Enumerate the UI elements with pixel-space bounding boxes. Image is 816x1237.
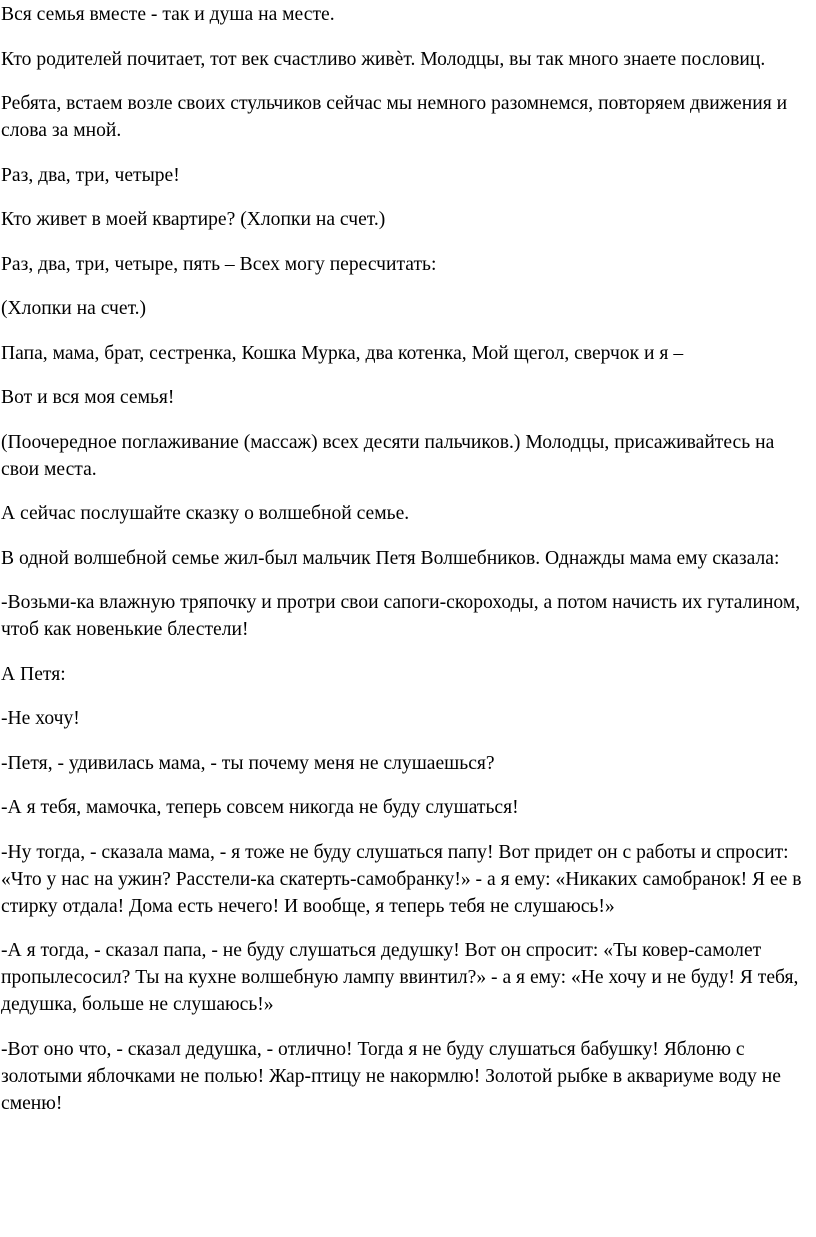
- paragraph-15: -Не хочу!: [1, 708, 80, 729]
- paragraph-14: А Петя:: [1, 663, 66, 685]
- paragraph-6: Раз, два, три, четыре, пять – Всех могу пересчитать:: [1, 253, 437, 275]
- paragraph-9: Вот и вся моя семья!: [1, 387, 175, 408]
- paragraph-7: (Хлопки на счет.): [1, 298, 147, 319]
- paragraph-4: Раз, два, три, четыре!: [1, 164, 180, 186]
- paragraph-2: Кто родителей почитает, тот век счастливо живѐт. Молодцы, вы так много знаете пословиц.: [1, 48, 766, 70]
- paragraph-5: Кто живет в моей квартире? (Хлопки на счет.): [1, 209, 386, 230]
- paragraph-18: -Ну тогда, - сказала мама, - я тоже не буду слушаться папу! Вот придет он с работы и спросит: «Что у нас на ужин? Расстели-ка скатерть-самобранку!» - а я ему: «Никаких самобранок! Я ее в стирку отдала! Дома есть нечего! И вообще, я теперь тебя не слушаюсь!»: [1, 841, 802, 917]
- paragraph-17: -А я тебя, мамочка, теперь совсем никогда не буду слушаться!: [1, 797, 519, 818]
- paragraph-20: -Вот оно что, - сказал дедушка, - отлично! Тогда я не буду слушаться бабушку! Яблоню с золотыми яблочками не полью! Жар-птицу не накормлю! Золотой рыбке в аквариуме воду не сменю!: [1, 1038, 781, 1114]
- paragraph-10: (Поочередное поглаживание (массаж) всех десяти пальчиков.) Молодцы, присаживайтесь на свои места.: [1, 431, 775, 480]
- paragraph-12: В одной волшебной семье жил-был мальчик Петя Волшебников. Однажды мама ему сказала:: [1, 547, 780, 569]
- paragraph-16: -Петя, - удивилась мама, - ты почему меня не слушаешься?: [1, 752, 495, 774]
- paragraph-1: Вся семья вместе - так и душа на месте.: [1, 4, 335, 25]
- paragraph-3: Ребята, встаем возле своих стульчиков сейчас мы немного разомнемся, повторяем движения и слова за мной.: [1, 93, 788, 141]
- paragraph-11: А сейчас послушайте сказку о волшебной семье.: [1, 503, 410, 524]
- paragraph-19: -А я тогда, - сказал папа, - не буду слушаться дедушку! Вот он спросит: «Ты ковер-самолет пропылесосил? Ты на кухне волшебную лампу ввинтил?» - а я ему: «Не хочу и не буду! Я тебя, дедушка, больше не слушаюсь!»: [1, 940, 799, 1015]
- paragraph-8: Папа, мама, брат, сестренка, Кошка Мурка, два котенка, Мой щегол, сверчок и я –: [1, 342, 684, 364]
- paragraph-13: -Возьми-ка влажную тряпочку и протри свои сапоги-скороходы, а потом начисть их гуталином, чтоб как новенькие блестели!: [1, 592, 801, 640]
